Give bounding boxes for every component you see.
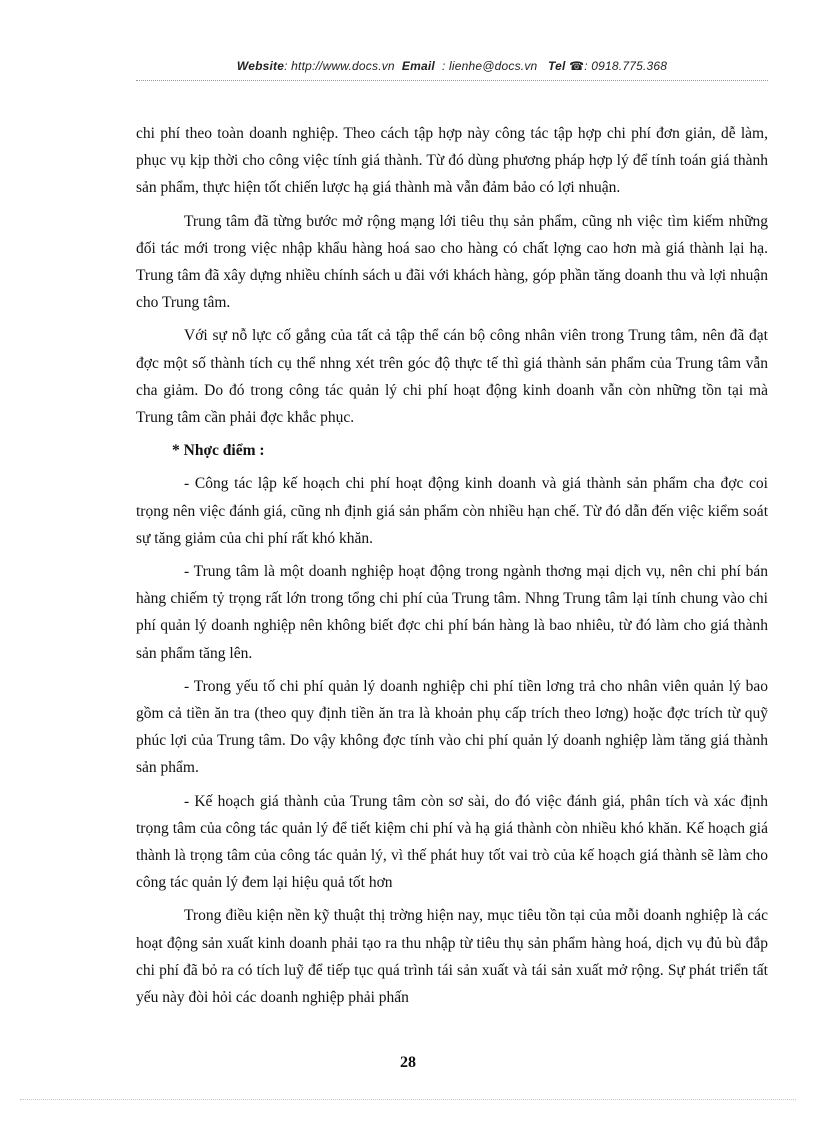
page-header (136, 59, 768, 73)
paragraph-7: - Kế hoạch giá thành của Trung tâm còn sơ sài, do đó việc đánh giá, phân tích và xác định trọng tâm của công tác quản lý để tiết kiệm chi phí và hạ giá thành còn nhiều khó khăn. Kế hoạch giá thành là trọng tâm của công tác quản lý, vì thế phát huy tốt vai trò của kế hoạch giá thành sẽ làm cho công tác quản lý đem lại hiệu quả tốt hơn (136, 792, 768, 892)
phone-icon: ☎ (569, 59, 585, 73)
paragraph-8: Trong điều kiện nền kỹ thuật thị trờng hiện nay, mục tiêu tồn tại của mỗi doanh nghiệp là các hoạt động sản xuất kinh doanh phải tạo ra thu nhập từ tiêu thụ sản phẩm hàng hoá, dịch vụ đủ bù đắp chi phí đã bỏ ra có tích luỹ để tiếp tục quá trình tái sản xuất và tái sản xuất mở rộng. Sự phát triển tất yếu này đòi hỏi các doanh nghiệp phải phấn (136, 907, 768, 1007)
tel-label: Tel (548, 59, 566, 73)
website-label: Website (236, 59, 285, 73)
paragraph-5: - Trung tâm là một doanh nghiệp hoạt động trong ngành thơng mại dịch vụ, nên chi phí bán hàng chiếm tỷ trọng rất lớn trong tổng chi phí của Trung tâm. Nhng Trung tâm lại tính chung vào chi phí quản lý doanh nghiệp nên không biết đợc chi phí bán hàng là bao nhiêu, từ đó làm cho giá thành sản phẩm tăng lên. (136, 563, 768, 662)
paragraph-4: - Công tác lập kế hoạch chi phí hoạt động kinh doanh và giá thành sản phẩm cha đợc coi trọng nên việc đánh giá, cũng nh định giá sản phẩm còn nhiều hạn chế. Từ đó dẫn đến việc kiểm soát sự tăng giảm của chi phí rất khó khăn. (136, 475, 768, 547)
website-value: : http://www.docs.vn (284, 59, 395, 73)
tel-value: : 0918.775.368 (584, 59, 668, 73)
footer-divider (20, 1099, 796, 1100)
section-heading-weaknesses: * Nhợc điểm : (172, 442, 265, 460)
email-value: : lienhe@docs.vn (441, 59, 538, 73)
header-divider (136, 80, 768, 81)
paragraph-2: Trung tâm đã từng bước mở rộng mạng lới tiêu thụ sản phẩm, cũng nh việc tìm kiếm những đối tác mới trong việc nhập khẩu hàng hoá sao cho hàng có chất lợng cao hơn mà giá thành lại hạ. Trung tâm đã xây dựng nhiều chính sách u đãi với khách hàng, góp phần tăng doanh thu và lợi nhuận cho Trung tâm. (136, 212, 768, 312)
document-body (136, 120, 768, 1017)
paragraph-6: - Trong yếu tố chi phí quản lý doanh nghiệp chi phí tiền lơng trả cho nhân viên quản lý bao gồm cả tiền ăn tra (theo quy định tiền ăn tra là khoản phụ cấp trích theo lơng) hoặc đợc trích từ quỹ phúc lợi của Trung tâm. Do vậy không đợc tính vào chi phí quản lý doanh nghiệp làm tăng giá thành sản phẩm. (136, 677, 768, 777)
paragraph-1: chi phí theo toàn doanh nghiệp. Theo cách tập hợp này công tác tập hợp chi phí đơn giản, dễ làm, phục vụ kịp thời cho công việc tính giá thành. Từ đó dùng phương pháp hợp lý để tính toán giá thành sản phẩm, thực hiện tốt chiến lược hạ giá thành mà vẫn đảm bảo có lợi nhuận. (136, 125, 768, 197)
paragraph-3: Với sự nỗ lực cố gắng của tất cả tập thể cán bộ công nhân viên trong Trung tâm, nên đã đạt đợc một số thành tích cụ thể nhng xét trên góc độ thực tế thì giá thành sản phẩm của Trung tâm vẫn cha giảm. Do đó trong công tác quản lý chi phí hoạt động kinh doanh vẫn còn những tồn tại mà Trung tâm cần phải đợc khắc phục. (136, 327, 768, 427)
page-number: 28 (400, 1054, 416, 1071)
email-label: Email (401, 59, 435, 73)
